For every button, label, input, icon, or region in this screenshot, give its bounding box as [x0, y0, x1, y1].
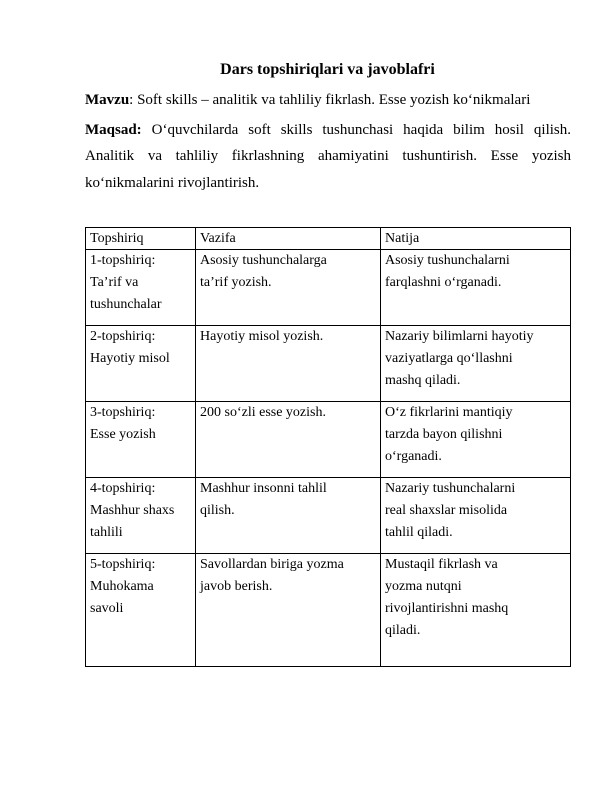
cell-text: ta’rif yozish.	[200, 275, 272, 290]
cell-text: 1-topshiriq:	[90, 253, 156, 268]
page-title: Dars topshiriqlari va javoblafri	[220, 61, 435, 78]
goal-label: Maqsad:	[85, 122, 142, 138]
table-row	[86, 402, 571, 478]
table-row	[86, 250, 571, 326]
result-cell	[381, 250, 571, 326]
cell-text: qilish.	[200, 503, 235, 518]
cell-text: Hayotiy misol	[90, 351, 170, 366]
task-cell	[86, 554, 196, 667]
cell-text: Mashhur insonni tahlil	[200, 481, 327, 496]
task-cell	[86, 250, 196, 326]
cell-text: farqlashni o‘rganadi.	[385, 275, 502, 290]
result-cell	[381, 554, 571, 667]
topic-label: Mavzu	[85, 92, 130, 108]
cell-text: tarzda bayon qilishni	[385, 427, 503, 442]
result-cell	[381, 402, 571, 478]
assignment-cell	[196, 554, 381, 667]
assignment-cell	[196, 478, 381, 554]
cell-text: Muhokama	[90, 579, 154, 594]
task-cell	[86, 402, 196, 478]
header-cell-assignment: Vazifa	[196, 228, 381, 250]
header-cell-task: Topshiriq	[86, 228, 196, 250]
cell-text: O‘z fikrlarini mantiqiy	[385, 405, 513, 420]
cell-text: Asosiy tushunchalarni	[385, 253, 510, 268]
cell-text: 4-topshiriq:	[90, 481, 156, 496]
cell-text: Ta’rif va	[90, 275, 139, 290]
assignment-cell	[196, 250, 381, 326]
cell-text: tahlili	[90, 525, 123, 540]
cell-text: savoli	[90, 601, 124, 616]
result-cell	[381, 478, 571, 554]
assignment-cell	[196, 402, 381, 478]
assignment-cell	[196, 326, 381, 402]
cell-text: tushunchalar	[90, 297, 162, 312]
task-cell	[86, 478, 196, 554]
cell-text: rivojlantirishni mashq	[385, 601, 509, 616]
cell-text: yozma nutqni	[385, 579, 462, 594]
topic-text: : Soft skills – analitik va tahliliy fikrlash. Esse yozish ko‘nikmalari	[129, 92, 531, 108]
cell-text: Nazariy bilimlarni hayotiy	[385, 329, 534, 344]
goal-line-2: Analitik va tahliliy fikrlashning ahamiyatini tushuntirish. Esse yozish	[85, 148, 571, 164]
task-cell	[86, 326, 196, 402]
cell-text: 5-topshiriq:	[90, 557, 156, 572]
cell-text: Mustaqil fikrlash va	[385, 557, 498, 572]
cell-text: qiladi.	[385, 623, 421, 638]
table-row	[86, 478, 571, 554]
goal-text-1: O‘quvchilarda soft skills tushunchasi haqida bilim hosil qilish.	[141, 122, 571, 138]
cell-text: vaziyatlarga qo‘llashni	[385, 351, 513, 366]
cell-text: real shaxslar misolida	[385, 503, 508, 518]
cell-text: Esse yozish	[90, 427, 156, 442]
topic-line	[85, 90, 571, 110]
tasks-table	[85, 227, 571, 667]
cell-text: 3-topshiriq:	[90, 405, 156, 420]
cell-text: javob berish.	[200, 579, 273, 594]
cell-text: 2-topshiriq:	[90, 329, 156, 344]
cell-text: tahlil qiladi.	[385, 525, 453, 540]
cell-text: Mashhur shaxs	[90, 503, 175, 518]
table-header-row	[86, 228, 571, 250]
table-row	[86, 554, 571, 667]
goal-line-1	[85, 120, 571, 140]
cell-text: o‘rganadi.	[385, 449, 442, 464]
cell-text: Nazariy tushunchalarni	[385, 481, 516, 496]
goal-line-3: ko‘nikmalarini rivojlantirish.	[85, 175, 260, 191]
header-cell-result: Natija	[381, 228, 571, 250]
cell-text: Asosiy tushunchalarga	[200, 253, 327, 268]
cell-text: 200 so‘zli esse yozish.	[200, 405, 326, 420]
result-cell	[381, 326, 571, 402]
cell-text: mashq qiladi.	[385, 373, 461, 388]
cell-text: Savollardan biriga yozma	[200, 557, 344, 572]
table-row	[86, 326, 571, 402]
cell-text: Hayotiy misol yozish.	[200, 329, 324, 344]
